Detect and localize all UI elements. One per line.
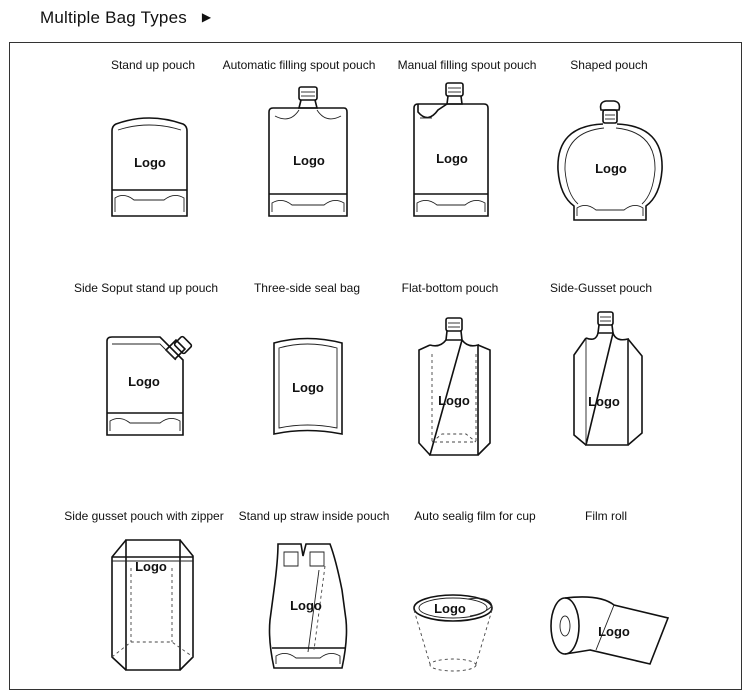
bag-label: Shaped pouch — [570, 58, 648, 72]
bag-label: Film roll — [585, 509, 627, 523]
logo-text: Logo — [595, 161, 627, 176]
logo-text: Logo — [128, 374, 160, 389]
film-roll-illustration — [551, 597, 668, 664]
logo-text: Logo — [434, 601, 466, 616]
logo-text: Logo — [438, 393, 470, 408]
logo-text: Logo — [292, 380, 324, 395]
logo-text: Logo — [135, 559, 167, 574]
logo-text: Logo — [293, 153, 325, 168]
bag-label: Side gusset pouch with zipper — [64, 509, 224, 523]
play-arrow-icon: ▶ — [201, 10, 212, 24]
auto-sealing-film-for-cup-illustration — [414, 595, 492, 671]
logo-text: Logo — [134, 155, 166, 170]
side-spout-stand-up-pouch-illustration — [107, 336, 192, 435]
bag-label: Side-Gusset pouch — [549, 281, 653, 295]
bag-label: Automatic filling spout pouch — [222, 58, 376, 72]
stand-up-pouch-illustration — [112, 118, 187, 216]
bag-label: Three-side seal bag — [253, 281, 361, 295]
logo-text: Logo — [598, 624, 630, 639]
bag-label: Stand up pouch — [110, 58, 196, 72]
logo-text: Logo — [588, 394, 620, 409]
stand-up-straw-inside-pouch-illustration — [270, 544, 347, 668]
bag-label: Side Soput stand up pouch — [73, 281, 219, 295]
flat-bottom-pouch-illustration — [419, 318, 490, 455]
logo-text: Logo — [436, 151, 468, 166]
bag-label: Auto sealig film for cup — [414, 509, 536, 523]
side-gusset-pouch-illustration — [574, 312, 642, 445]
manual-filling-spout-pouch-illustration — [414, 83, 488, 216]
automatic-filling-spout-pouch-illustration — [269, 87, 347, 216]
bag-label: Flat-bottom pouch — [401, 281, 499, 295]
bag-label: Stand up straw inside pouch — [238, 509, 390, 523]
shaped-pouch-illustration — [558, 101, 662, 220]
bag-label: Manual filling spout pouch — [397, 58, 537, 72]
logo-text: Logo — [290, 598, 322, 613]
three-side-seal-bag-illustration — [274, 339, 342, 435]
side-gusset-pouch-with-zipper-illustration — [112, 540, 193, 670]
header-title: Multiple Bag Types — [40, 8, 187, 27]
